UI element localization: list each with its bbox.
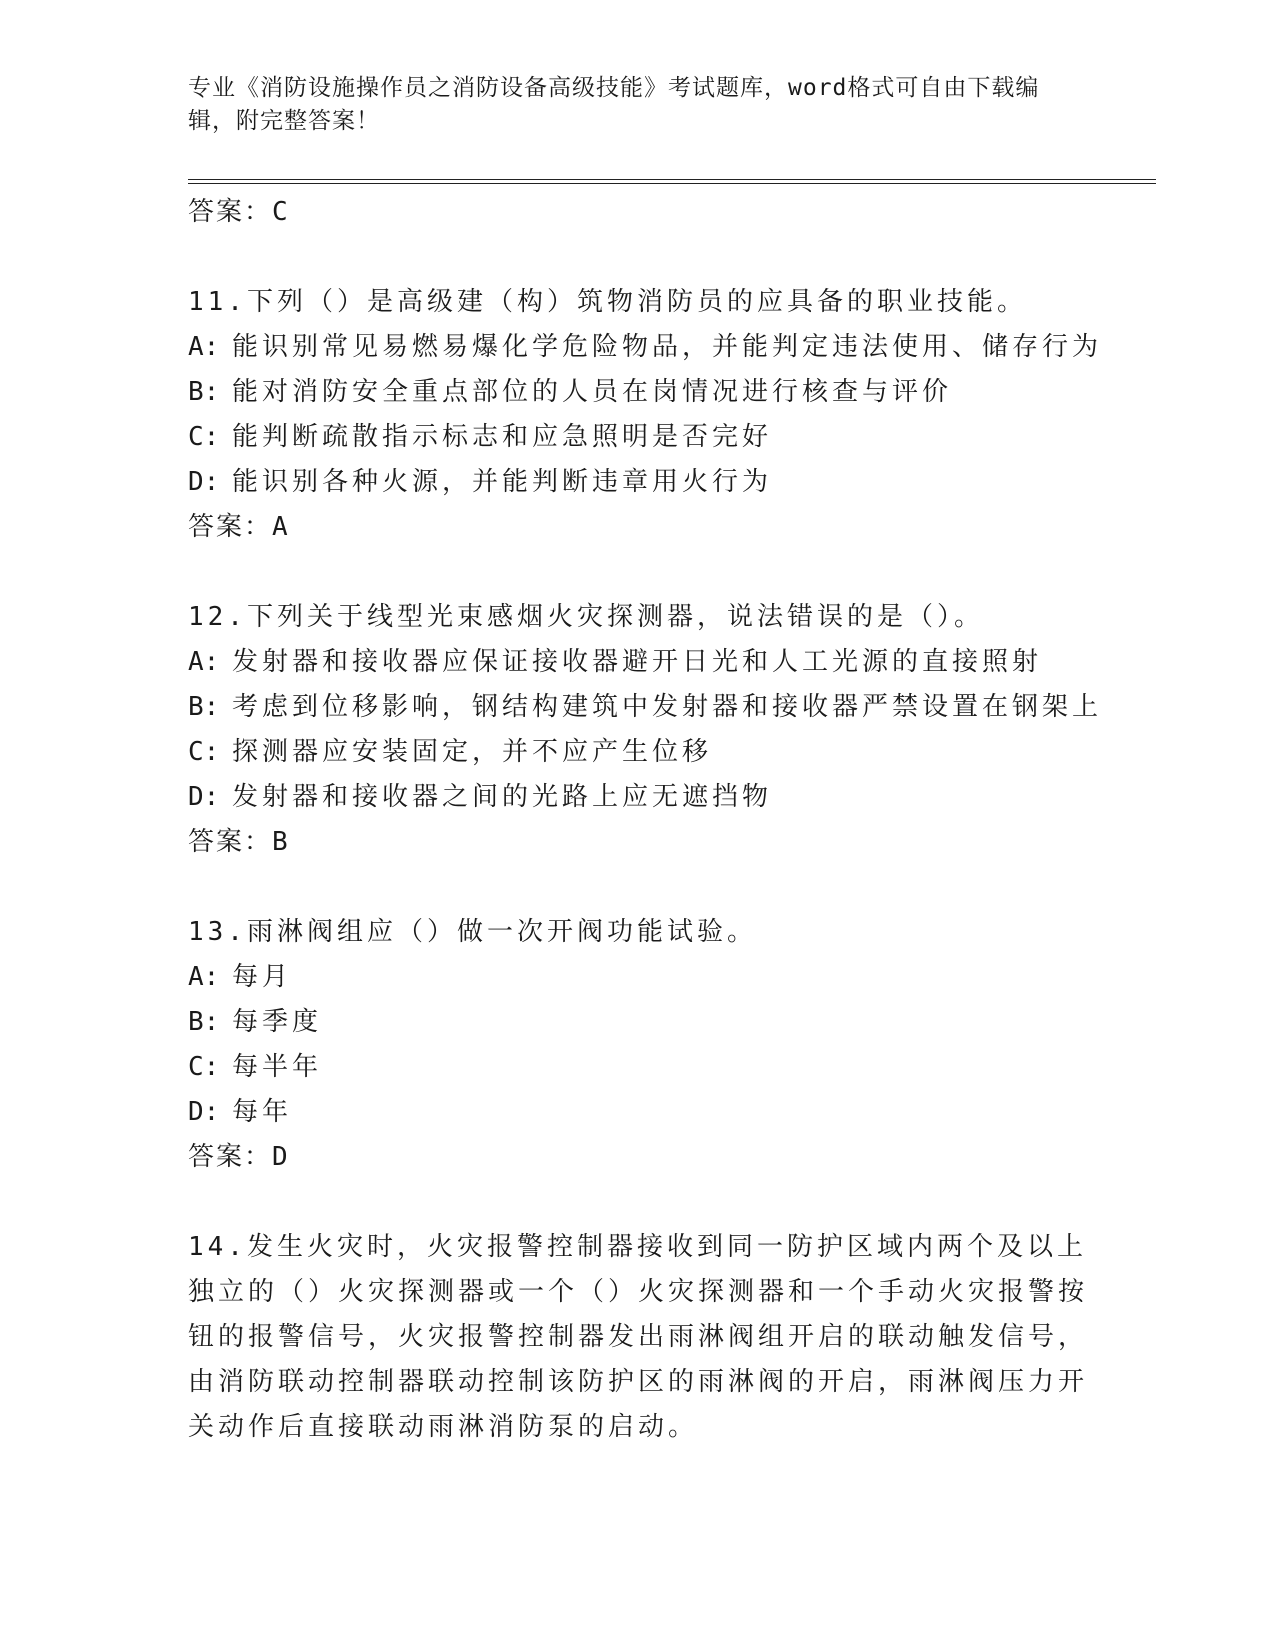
option-text: 发射器和接收器之间的光路上应无遮挡物 [232,782,773,812]
option-a [188,640,1088,685]
option-text: 考虑到位移影响，钢结构建筑中发射器和接收器严禁设置在钢架上 [232,692,1103,722]
option-label: D: [188,467,220,497]
option-b [188,370,1088,415]
option-text: 每半年 [232,1052,323,1082]
question-12 [188,595,1103,865]
option-text: 能对消防安全重点部位的人员在岗情况进行核查与评价 [232,377,953,407]
question-stem: 13.雨淋阀组应（）做一次开阀功能试验。 [188,917,757,947]
option-label: D: [188,782,220,812]
option-label: C: [188,422,220,452]
question-stem: 14.发生火灾时，火灾报警控制器接收到同一防护区域内两个及以上独立的（）火灾探测器或一个（）火灾探测器和一个手动火灾报警按钮的报警信号，火灾报警控制器发出雨淋阀组开启的联动触发信号，由消防联动控制器联动控制该防护区的雨淋阀的开启，雨淋阀压力开关动作后直接联动雨淋消防泵的启动。 [188,1232,1089,1442]
option-a [188,325,1103,370]
option-b [188,1000,1088,1045]
option-text: 每季度 [232,1007,323,1037]
header-rule-bottom [188,183,1156,184]
option-text: 每年 [232,1097,293,1127]
option-text: 每月 [232,962,293,992]
option-text: 探测器应安装固定，并不应产生位移 [232,737,713,767]
question-11 [188,280,1103,550]
option-text: 能识别各种火源，并能判断违章用火行为 [232,467,773,497]
page-header: 专业《消防设施操作员之消防设备高级技能》考试题库，word格式可自由下载编辑，附完整答案！ [188,75,1040,134]
answer-13: 答案：D [188,1142,290,1172]
option-d [188,775,1088,820]
spacer [188,550,1088,595]
option-b [188,685,1103,730]
question-stem: 12.下列关于线型光束感烟火灾探测器，说法错误的是（）。 [188,602,984,632]
option-a [188,955,1088,1000]
option-label: D: [188,1097,220,1127]
question-stem: 11.下列（）是高级建（构）筑物消防员的应具备的职业技能。 [188,287,1027,317]
header-rule-top [188,179,1156,180]
option-label: B: [188,377,220,407]
option-text: 发射器和接收器应保证接收器避开日光和人工光源的直接照射 [232,647,1043,677]
option-text: 能判断疏散指示标志和应急照明是否完好 [232,422,773,452]
option-label: C: [188,737,220,767]
option-c [188,1045,1088,1090]
answer-11: 答案：A [188,512,290,542]
option-c [188,730,1088,775]
option-label: A: [188,332,220,362]
spacer [188,235,1088,280]
document-body [188,190,1103,1450]
option-c [188,415,1088,460]
option-label: B: [188,692,220,722]
question-14 [188,1225,1088,1450]
option-label: A: [188,962,220,992]
option-label: B: [188,1007,220,1037]
option-d [188,1090,1088,1135]
spacer [188,865,1088,910]
question-13 [188,910,1088,1180]
answer-12: 答案：B [188,827,290,857]
answer-prev: 答案：C [188,197,290,227]
option-label: C: [188,1052,220,1082]
option-d [188,460,1088,505]
option-text: 能识别常见易燃易爆化学危险物品，并能判定违法使用、储存行为 [232,332,1103,362]
option-label: A: [188,647,220,677]
spacer [188,1180,1088,1225]
